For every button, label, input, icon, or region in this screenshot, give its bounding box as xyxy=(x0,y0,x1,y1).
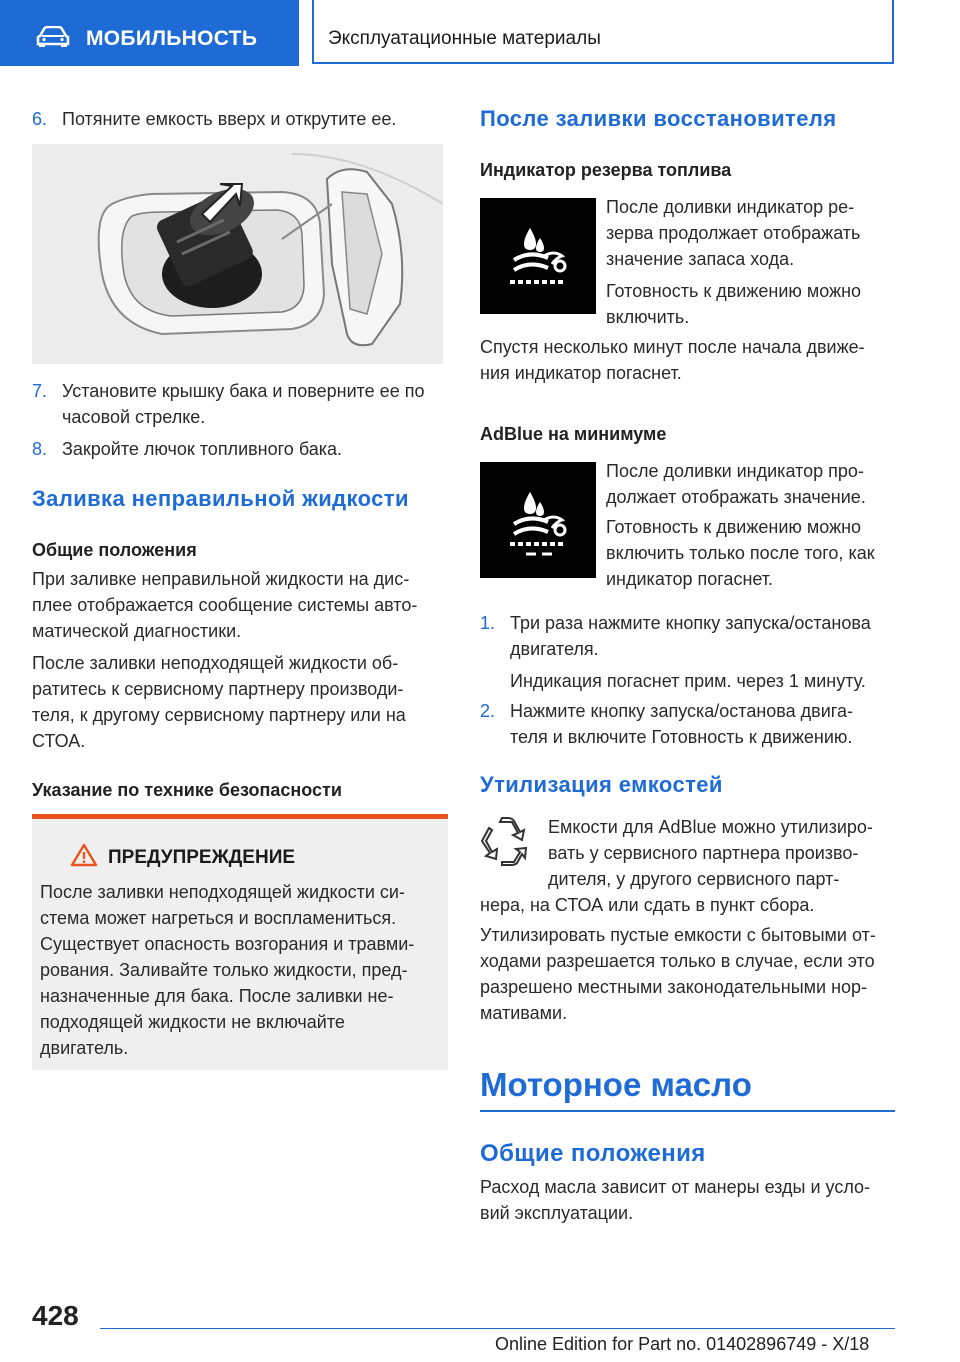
recycle-icon xyxy=(480,816,532,866)
text-line: дителя, у другого сервисного парт- xyxy=(548,869,840,889)
text-line: индикатор погаснет. xyxy=(606,569,774,589)
text-line: Готовность к движению можно xyxy=(606,517,862,537)
text-line: матической диагностики. xyxy=(32,621,242,641)
text-line: значение запаса хода. xyxy=(606,249,795,269)
footer-rule xyxy=(100,1328,895,1329)
recycle-text-cont: нера, на СТОА или сдать в пункт сбора. xyxy=(480,895,815,915)
step-text: Закройте лючок топливного бака. xyxy=(62,439,343,459)
step-text-line: теля и включите Готовность к движению. xyxy=(510,727,853,747)
step-text-line: Нажмите кнопку запуска/останова двига- xyxy=(510,701,853,721)
step-text: Потяните емкость вверх и открутите ее. xyxy=(62,109,397,129)
text-line: После доливки индикатор ре- xyxy=(606,197,855,217)
subheading-safety: Указание по технике безопасности xyxy=(32,780,342,800)
step-number: 1. xyxy=(480,613,496,633)
section-heading-wrong-fluid: Заливка неправильной жидкости xyxy=(32,486,409,511)
subheading-general: Общие положения xyxy=(32,540,197,560)
section-heading-recycling: Утилизация емкостей xyxy=(480,772,723,797)
section-heading-oil-general: Общие положения xyxy=(480,1140,706,1167)
paragraph-wrong-fluid-message xyxy=(32,566,448,644)
warning-triangle-icon xyxy=(70,843,98,867)
recycle-paragraph xyxy=(480,922,896,1026)
text-line: ходами разрешается только в случае, если это xyxy=(480,951,875,971)
text-line: СТОА. xyxy=(32,731,86,751)
paragraph-contact-service xyxy=(32,650,448,754)
reserve-text xyxy=(606,194,896,272)
text-line: После заливки неподходящей жидкости си- xyxy=(40,882,405,902)
warning-title: ПРЕДУПРЕЖДЕНИЕ xyxy=(108,847,296,868)
text-line: Существует опасность возгорания и травми- xyxy=(40,934,415,954)
header-tab[interactable] xyxy=(0,0,299,66)
text-line: Расход масла зависит от манеры езды и усло- xyxy=(480,1177,871,1197)
adblue-min-text xyxy=(606,458,896,510)
refill-container-photo xyxy=(32,144,443,364)
step-text-line: двигателя. xyxy=(510,639,599,659)
text-line: разрешено местными законодательными нор- xyxy=(480,977,868,997)
text-line: стема может нагреться и воспламениться. xyxy=(40,908,397,928)
text-line: подходящей жидкости не включайте xyxy=(40,1012,345,1032)
header-section-title: Эксплуатационные материалы xyxy=(328,28,601,49)
warning-body xyxy=(40,879,444,1061)
text-line: ратитесь к сервисному партнеру производи- xyxy=(32,679,404,699)
text-line: Емкости для AdBlue можно утилизиро- xyxy=(548,817,873,837)
reserve-after-text xyxy=(480,334,896,386)
reserve-indicator-icon xyxy=(480,198,596,314)
text-line: При заливке неправильной жидкости на дис- xyxy=(32,569,410,589)
section-heading-after-refill: После заливки восстановителя xyxy=(480,106,837,131)
heading-rule xyxy=(480,1110,895,1112)
step-text-line: Три раза нажмите кнопку запуска/останова xyxy=(510,613,871,633)
text-line: должает отображать значение. xyxy=(606,487,866,507)
text-line: Готовность к движению можно xyxy=(606,281,862,301)
step-number: 6. xyxy=(32,109,48,129)
step-text-line: часовой стрелке. xyxy=(62,407,206,427)
step-2 xyxy=(480,698,896,747)
text-line: назначенные для бака. После заливки не- xyxy=(40,986,394,1006)
text-line: зерва продолжает отображать xyxy=(606,223,861,243)
step-number: 7. xyxy=(32,381,48,401)
text-line: двигатель. xyxy=(40,1038,129,1058)
step-8 xyxy=(32,436,343,462)
step-number: 8. xyxy=(32,439,48,459)
header-section-box xyxy=(312,0,894,64)
text-line: После доливки индикатор про- xyxy=(606,461,864,481)
text-line: включить только после того, как xyxy=(606,543,875,563)
step-6 xyxy=(32,106,397,132)
adblue-minimum-indicator-icon xyxy=(480,462,596,578)
oil-text xyxy=(480,1174,896,1226)
text-line: ния индикатор погаснет. xyxy=(480,363,682,383)
adblue-min-text-2 xyxy=(606,514,896,592)
subheading-reserve-indicator: Индикатор резерва топлива xyxy=(480,160,732,180)
chapter-heading-engine-oil: Моторное масло xyxy=(480,1066,752,1103)
text-line: После заливки неподходящей жидкости об- xyxy=(32,653,399,673)
text-line: вий эксплуатации. xyxy=(480,1203,634,1223)
step-1 xyxy=(480,610,896,691)
subheading-adblue-minimum: AdBlue на минимуме xyxy=(480,424,667,444)
page-number: 428 xyxy=(32,1300,79,1331)
text-line: плее отображается сообщение системы авто- xyxy=(32,595,418,615)
step-text-line: Установите крышку бака и поверните ее по xyxy=(62,381,425,401)
footer-edition: Online Edition for Part no. 01402896749 - X/18 xyxy=(495,1334,870,1354)
text-line: рования. Заливайте только жидкости, пред- xyxy=(40,960,408,980)
reserve-text-2 xyxy=(606,278,896,330)
text-line: включить. xyxy=(606,307,690,327)
step-7 xyxy=(32,378,448,427)
text-line: Спустя несколько минут после начала движе- xyxy=(480,337,865,357)
text-line: теля, к другому сервисному партнеру или на xyxy=(32,705,406,725)
warning-box xyxy=(32,814,448,1070)
car-icon xyxy=(36,26,70,48)
text-line: вать у сервисного партнера произво- xyxy=(548,843,859,863)
step-number: 2. xyxy=(480,701,496,721)
header-tab-label: МОБИЛЬНОСТЬ xyxy=(86,27,258,50)
recycle-text xyxy=(548,814,898,892)
step-text-line: Индикация погаснет прим. через 1 минуту. xyxy=(510,671,866,691)
text-line: мативами. xyxy=(480,1003,568,1023)
text-line: Утилизировать пустые емкости с бытовыми от- xyxy=(480,925,876,945)
